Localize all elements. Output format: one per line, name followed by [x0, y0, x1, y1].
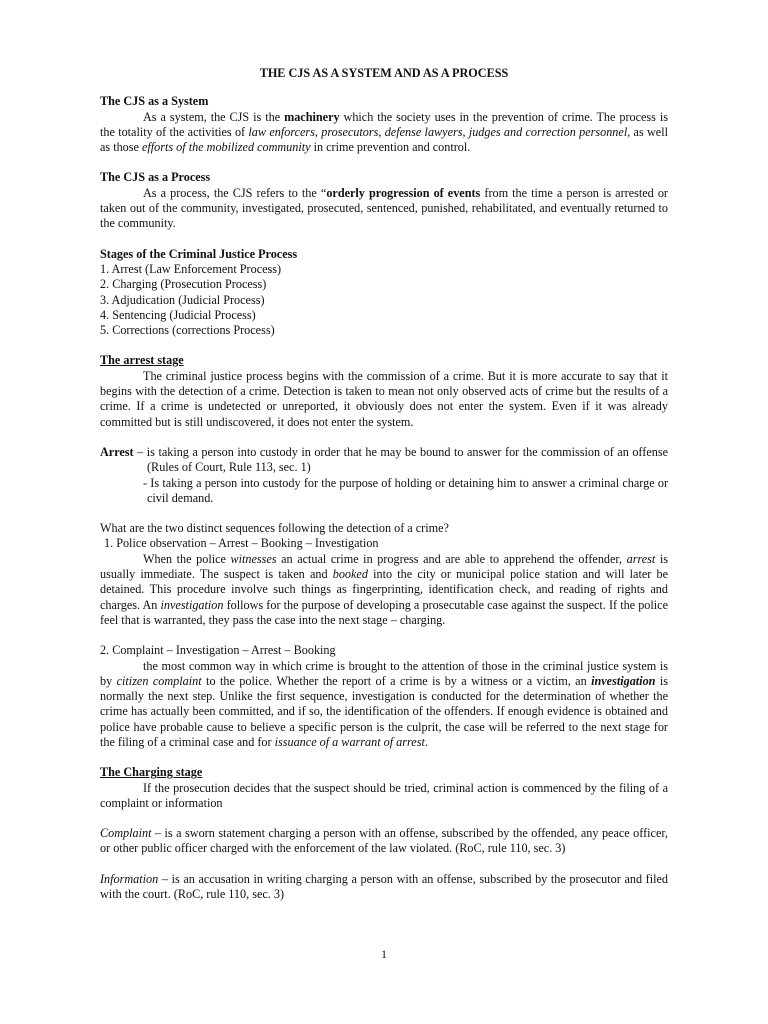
document-page	[100, 66, 668, 902]
arrest-definition: Arrest – is taking a person into custody in order that he may be bound to answer for the commission of an offense (Rules of Court, Rule 113, sec. 1)	[100, 444, 668, 475]
section-heading-process: The CJS as a Process	[100, 170, 211, 185]
arrest-definition-alt: - Is taking a person into custody for the purpose of holding or detaining him to answer a criminal charge or civil demand.	[143, 475, 668, 505]
document-title: THE CJS AS A SYSTEM AND AS A PROCESS	[259, 66, 509, 80]
page-number: 1	[381, 947, 387, 961]
stages-list	[100, 262, 668, 338]
section-heading-charging-stage: The Charging stage	[100, 765, 203, 780]
charging-stage-paragraph: If the prosecution decides that the suspect should be tried, criminal action is commenced by the filing of a complaint or information	[100, 780, 668, 810]
sequence-1-paragraph: When the police witnesses an actual crime in progress and are able to apprehend the offender, arrest is usually immediate. The suspect is taken and booked into the city or municipal police station and will later be detained. This procedure involve such things as fingerprinting, identification check, and reading of rights and charges. An investigation follows for the purpose of developing a prosecutable case against the suspect. If the police feel that is warranted, they pass the case into the next stage – charging.	[100, 551, 668, 627]
list-item: 1. Arrest (Law Enforcement Process)	[100, 261, 282, 276]
process-paragraph: As a process, the CJS refers to the “orderly progression of events from the time a person is arrested or taken out of the community, investigated, prosecuted, sentenced, punished, rehabilitated, and eventually returned to the community.	[100, 185, 668, 231]
sequence-2-heading: 2. Complaint – Investigation – Arrest – Booking	[100, 643, 336, 658]
information-definition: Information – is an accusation in writing charging a person with an offense, subscribed by the prosecutor and filed with the court. (RoC, rule 110, sec. 3)	[100, 871, 668, 902]
complaint-definition: Complaint – is a sworn statement charging a person with an offense, subscribed by the offended, any peace officer, or other public officer charged with the enforcement of the law violated. (RoC, rule 110, sec. 3)	[100, 826, 668, 856]
system-paragraph: As a system, the CJS is the machinery which the society uses in the prevention of crime. The process is the totality of the activities of law enforcers, prosecutors, defense lawyers, judges and correction personnel, as well as those efforts of the mobilized community in crime prevention and control.	[100, 109, 668, 155]
sequence-question: What are the two distinct sequences following the detection of a crime?	[100, 521, 449, 536]
list-item: 3. Adjudication (Judicial Process)	[100, 292, 265, 307]
list-item: 5. Corrections (corrections Process)	[100, 323, 275, 338]
section-heading-stages: Stages of the Criminal Justice Process	[100, 246, 298, 261]
sequence-2-paragraph: the most common way in which crime is brought to the attention of those in the criminal justice system is by citizen complaint to the police. Whether the report of a crime is by a witness or a victim, an investigation is normally the next step. Unlike the first sequence, investigation is conducted for the determination of whether the crime has actually been committed, and if so, the identification of the offenders. If enough evidence is obtained and police have probable cause to believe a specific person is the culprit, the case will be referred to the next stage for the filing of a criminal case and for issuance of a warrant of arrest.	[100, 658, 669, 749]
arrest-stage-paragraph: The criminal justice process begins with the commission of a crime. But it is more accurate to say that it begins with the detection of a crime. Detection is taken to mean not only observed acts of crime but the results of a crime. If a crime is undetected or unreported, it obviously does not enter the system. Even if it was already committed but is still undiscovered, it does not enter the system.	[100, 368, 668, 429]
section-heading-system: The CJS as a System	[100, 94, 209, 109]
list-item: 2. Charging (Prosecution Process)	[100, 277, 267, 292]
list-item: 4. Sentencing (Judicial Process)	[100, 307, 256, 322]
section-heading-arrest-stage: The arrest stage	[100, 353, 184, 368]
sequence-1-heading: 1. Police observation – Arrest – Booking – Investigation	[104, 536, 379, 551]
